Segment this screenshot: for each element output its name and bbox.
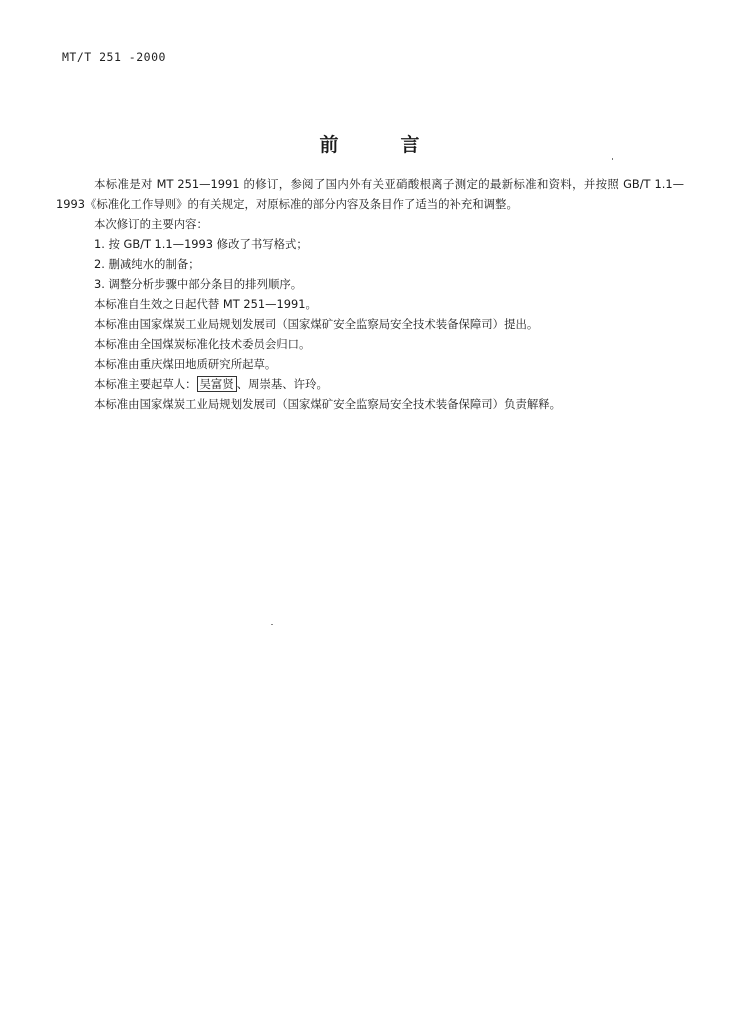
drafting-org-statement: 本标准由重庆煤田地质研究所起草。 [94, 357, 277, 371]
effective-statement: 本标准自生效之日起代替 MT 251—1991。 [94, 297, 317, 311]
proposed-by-statement: 本标准由国家煤炭工业局规划发展司（国家煤矿安全监察局安全技术装备保障司）提出。 [94, 317, 539, 331]
change-item-1: 1. 按 GB/T 1.1—1993 修改了书写格式； [94, 237, 308, 251]
intro-paragraph: 本标准是对 MT 251—1991 的修订，参阅了国内外有关亚硝酸根离子测定的最新标准和资料，并按照 GB/T 1.1—1993《标准化工作导则》的有关规定，对原标准的部分内容及条目作了适当的补充和调整。 [56, 177, 684, 211]
main-changes-heading: 本次修订的主要内容： [94, 217, 208, 231]
scan-speck [612, 158, 613, 160]
standard-code-header: MT/T 251 -2000 [62, 50, 166, 64]
preface-body [56, 174, 684, 414]
scan-speck [271, 624, 273, 625]
change-item-2: 2. 删减纯水的制备； [94, 257, 200, 271]
interpretation-statement: 本标准由国家煤炭工业局规划发展司（国家煤矿安全监察局安全技术装备保障司）负责解释。 [94, 397, 562, 411]
drafters-prefix: 本标准主要起草人： [94, 377, 197, 391]
change-item-3: 3. 调整分析步骤中部分条目的排列顺序。 [94, 277, 303, 291]
page-title: 前言 [319, 134, 482, 156]
drafters-statement [56, 374, 684, 394]
drafters-rest: 、周崇基、许玲。 [236, 377, 328, 391]
boxed-drafter-name: 吴富贤 [197, 376, 237, 392]
managed-by-statement: 本标准由全国煤炭标准化技术委员会归口。 [94, 337, 311, 351]
